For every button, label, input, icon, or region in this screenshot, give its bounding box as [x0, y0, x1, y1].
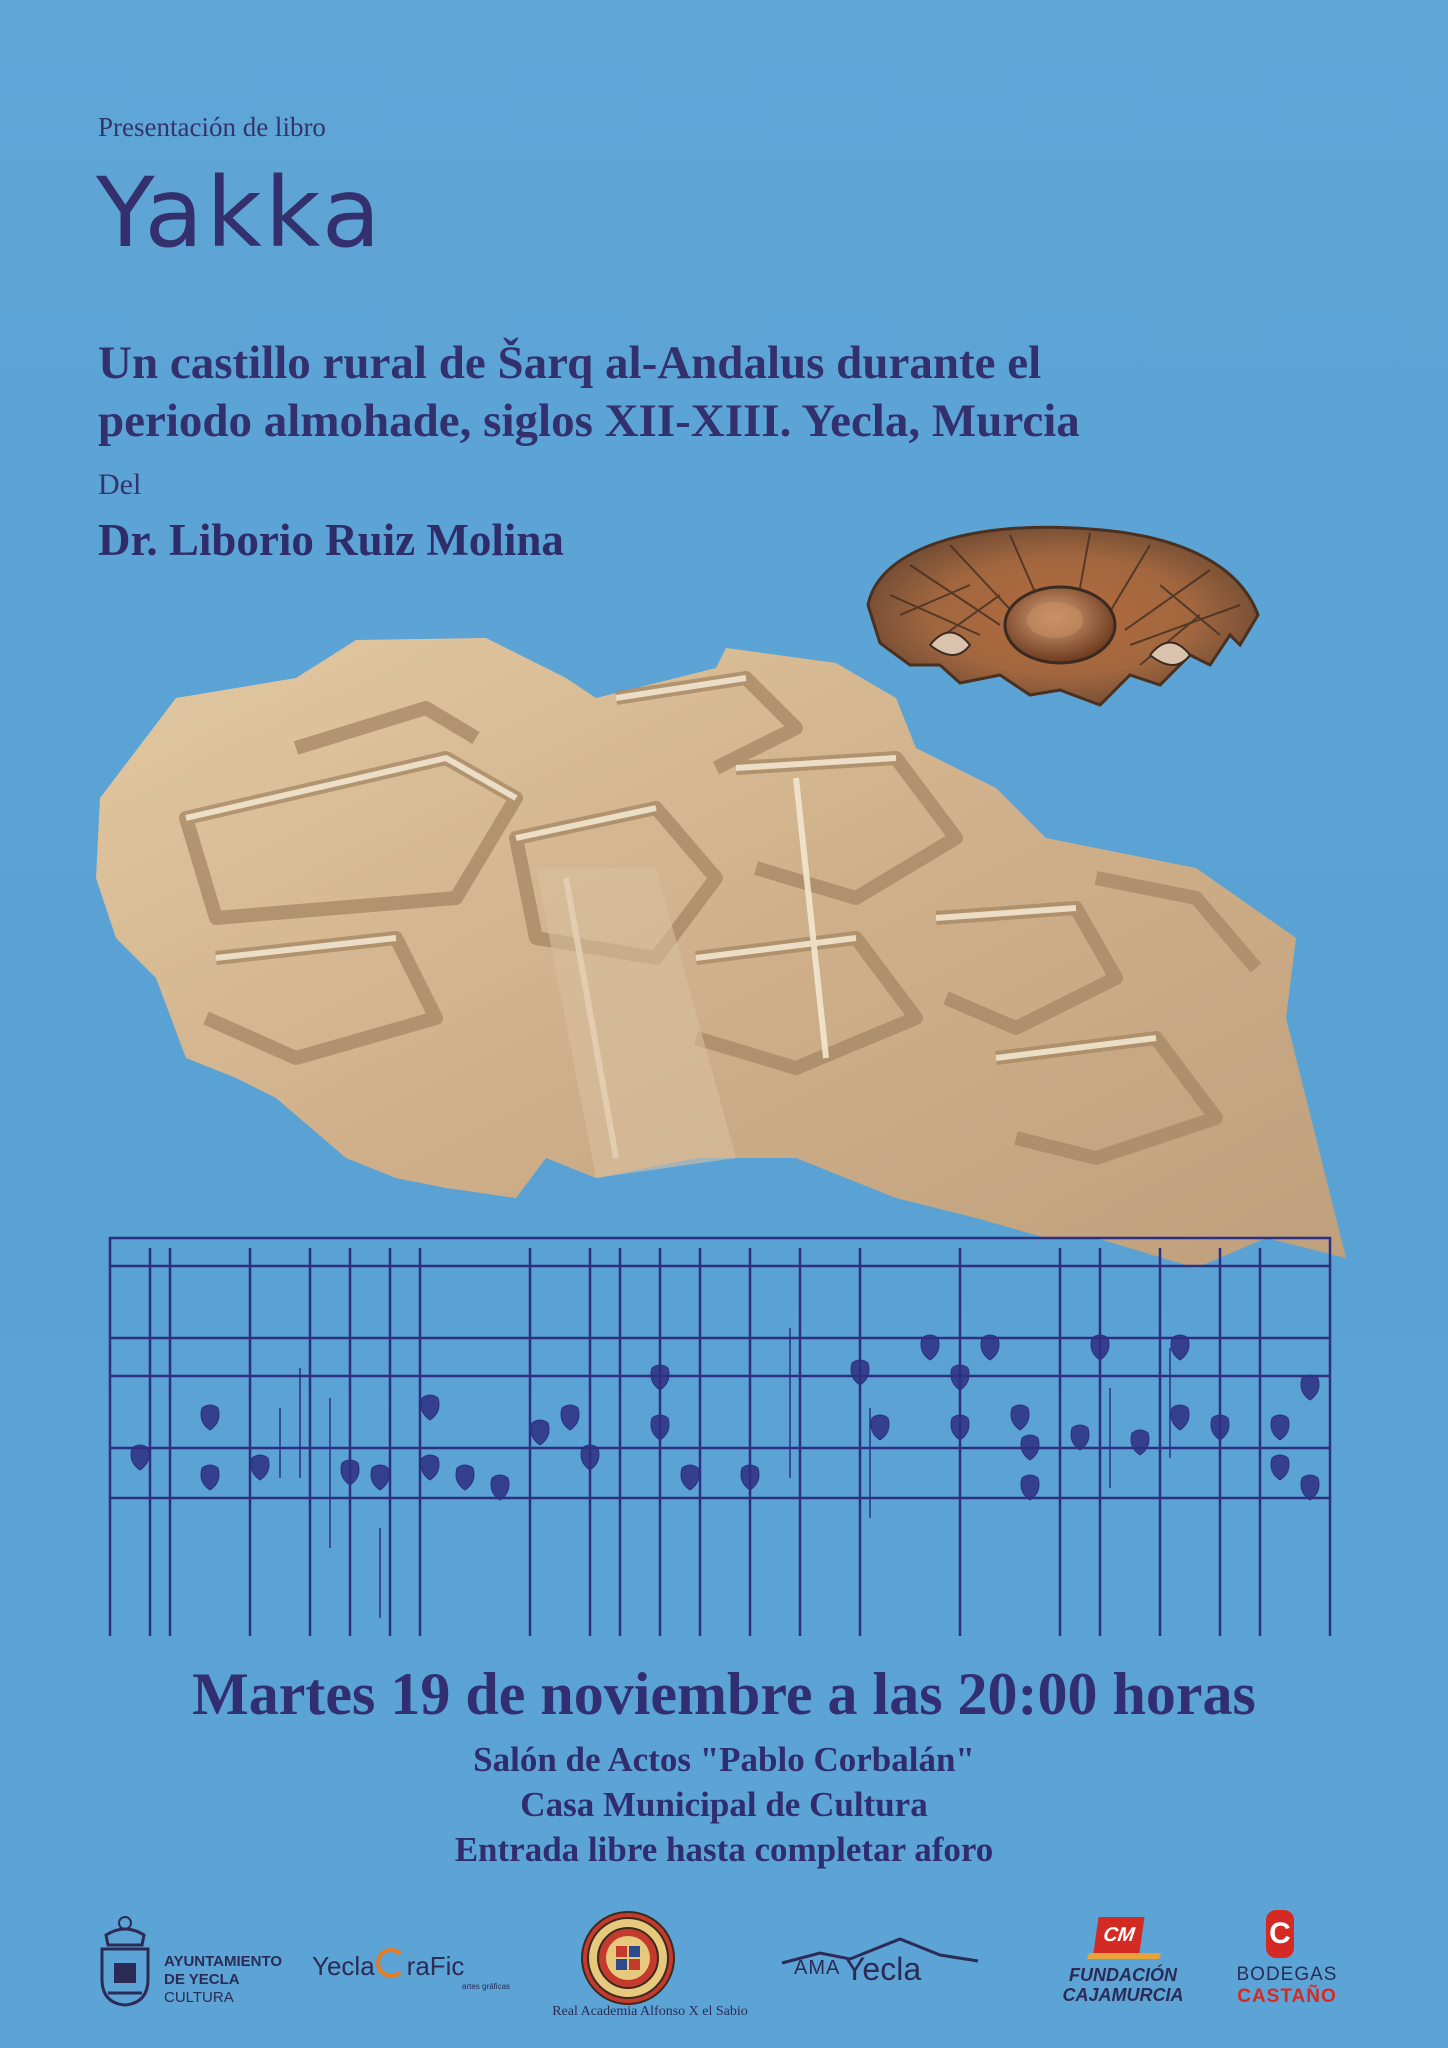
amayecla-name-a: AMA: [794, 1957, 841, 1979]
ayuntamiento-logo: [96, 1915, 306, 2010]
yeclagrafic-name-b: raFic: [406, 1951, 465, 1981]
venue-line-3: Entrada libre hasta completar aforo: [454, 1830, 994, 1869]
pottery-drawing: [951, 1365, 969, 1390]
yeclagrafic-name-a: Yecla: [312, 1951, 375, 1981]
pottery-drawing: [1021, 1475, 1039, 1500]
ayuntamiento-line-1: AYUNTAMIENTO: [164, 1953, 283, 1970]
coat-of-arms-icon: [96, 1915, 154, 2007]
pottery-drawing: [201, 1465, 219, 1490]
pottery-drawing: [1271, 1455, 1289, 1480]
ceramic-chronology-chart: [100, 1228, 1332, 1636]
pottery-drawing: [1171, 1335, 1189, 1360]
subtitle-line-2: periodo almohade, siglos XII-XIII. Yecla, Murcia: [98, 395, 1080, 447]
pottery-drawing: [1131, 1430, 1149, 1455]
cajamurcia-logo: [1048, 1915, 1198, 2010]
pottery-drawing: [651, 1415, 669, 1440]
pottery-drawing: [561, 1405, 579, 1430]
event-date: Martes 19 de noviembre a las 20:00 horas: [192, 1661, 1256, 1727]
pottery-drawing: [951, 1415, 969, 1440]
academia-caption: Real Academia Alfonso X el Sabio: [552, 2004, 748, 2019]
pottery-drawing: [251, 1455, 269, 1480]
pottery-drawing: [871, 1415, 889, 1440]
excavation-ruins-image: [96, 638, 1346, 1270]
cajamurcia-badge: CM: [1093, 1917, 1144, 1953]
pottery-drawing: [1011, 1405, 1029, 1430]
cajamurcia-swoosh-icon: [1087, 1953, 1161, 1959]
pottery-drawing: [1271, 1415, 1289, 1440]
cajamurcia-line-1: FUNDACIÓN: [1069, 1965, 1177, 1985]
pottery-drawing: [371, 1465, 389, 1490]
pottery-drawing: [531, 1420, 549, 1445]
pottery-drawing: [341, 1460, 359, 1485]
pottery-drawing: [1021, 1435, 1039, 1460]
pottery-drawing: [421, 1455, 439, 1480]
pottery-drawing: [201, 1405, 219, 1430]
pottery-drawing: [981, 1335, 999, 1360]
subtitle-line-1: Un castillo rural de Šarq al-Andalus durante el: [98, 337, 1042, 389]
pottery-drawing: [651, 1365, 669, 1390]
pottery-drawing: [456, 1465, 474, 1490]
pottery-drawing: [491, 1475, 509, 1500]
amayecla-logo: [780, 1935, 980, 1995]
academia-logo: [580, 1910, 676, 2006]
ayuntamiento-line-2: DE YECLA: [164, 1971, 240, 1988]
pottery-drawing: [131, 1445, 149, 1470]
pottery-drawing: [681, 1465, 699, 1490]
author-name: Dr. Liborio Ruiz Molina: [98, 515, 564, 565]
pottery-drawing: [1071, 1425, 1089, 1450]
castano-line-2: CASTAÑO: [1237, 1986, 1337, 2007]
ayuntamiento-line-3: CULTURA: [164, 1989, 234, 2006]
cajamurcia-line-2: CAJAMURCIA: [1062, 1985, 1184, 2005]
yeclagrafic-logo: [312, 1948, 522, 1998]
castano-logo: [1222, 1910, 1352, 2010]
pottery-drawing: [421, 1395, 439, 1420]
by-label: Del: [98, 468, 142, 501]
pottery-drawing: [1301, 1475, 1319, 1500]
castano-mark: C: [1266, 1910, 1294, 1958]
pottery-drawing: [921, 1335, 939, 1360]
castano-line-1: BODEGAS: [1236, 1964, 1338, 1985]
pottery-drawing: [1301, 1375, 1319, 1400]
venue-line-2: Casa Municipal de Cultura: [520, 1785, 928, 1824]
pottery-drawing: [1091, 1335, 1109, 1360]
pottery-drawing: [1171, 1405, 1189, 1430]
swirl-icon: [376, 1948, 406, 1978]
academia-seal-icon: [580, 1910, 676, 2006]
pottery-drawing: [581, 1445, 599, 1470]
book-title: Yakka: [96, 157, 384, 269]
pottery-drawing: [1211, 1415, 1229, 1440]
yeclagrafic-subtitle: artes gráficas: [462, 1982, 511, 1991]
venue-line-1: Salón de Actos "Pablo Corbalán": [473, 1740, 975, 1779]
pottery-drawing: [851, 1360, 869, 1385]
book-subtitle: [98, 334, 1398, 450]
pottery-drawing: [741, 1465, 759, 1490]
pretitle: Presentación de libro: [98, 112, 326, 142]
amayecla-name-b: Yecla: [844, 1951, 922, 1987]
